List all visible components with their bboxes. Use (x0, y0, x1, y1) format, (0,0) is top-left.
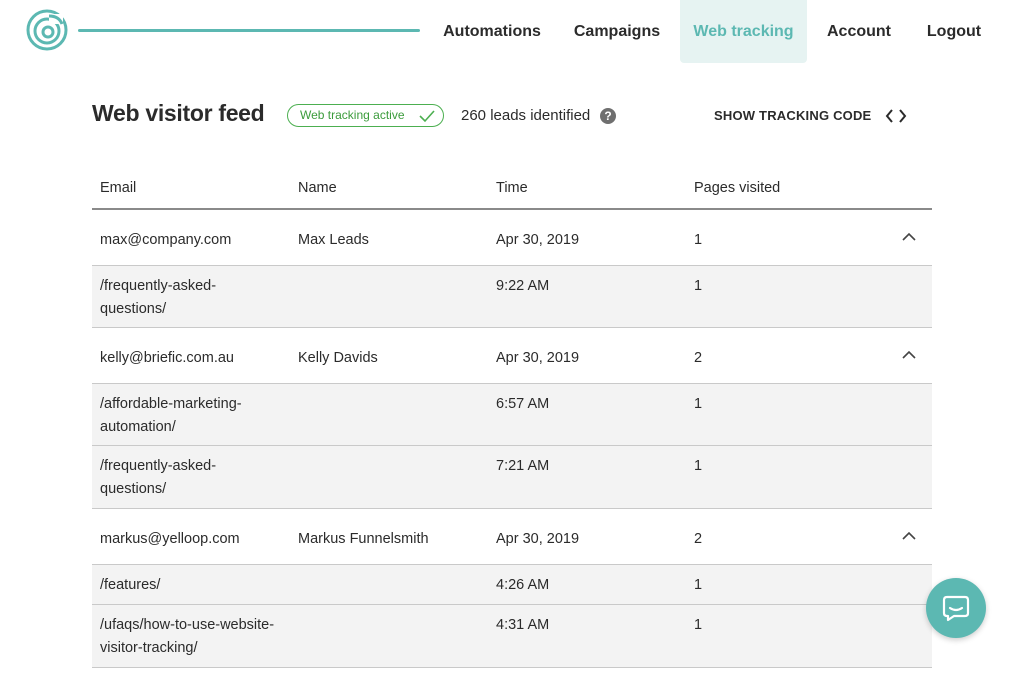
visitor-email: max@company.com (100, 232, 232, 248)
visit-time: 6:57 AM (496, 396, 550, 412)
chevron-up-icon[interactable] (902, 350, 916, 359)
chevron-up-icon[interactable] (902, 531, 916, 540)
header-accent-line (78, 29, 420, 32)
visit-date: Apr 30, 2019 (496, 232, 580, 248)
page-visit-row (92, 446, 932, 509)
page-path: /affordable-marketing-automation/ (100, 396, 242, 435)
visitor-row[interactable] (92, 509, 932, 565)
page-visit-row (92, 384, 932, 446)
visit-time: 4:26 AM (496, 577, 550, 593)
show-tracking-code-button[interactable]: SHOW TRACKING CODE (714, 108, 872, 123)
column-header-time: Time (496, 180, 528, 196)
column-header-email: Email (100, 180, 137, 196)
page-visit-count: 1 (694, 396, 703, 412)
status-badge (287, 104, 444, 127)
nav-campaigns[interactable]: Campaigns (573, 23, 661, 40)
check-icon (419, 109, 435, 123)
visit-date: Apr 30, 2019 (496, 531, 580, 547)
code-brackets-icon[interactable] (885, 109, 907, 123)
page-visit-row (92, 266, 932, 328)
visitor-email: kelly@briefic.com.au (100, 350, 234, 366)
table-header (92, 168, 932, 210)
page-visit-count: 1 (694, 458, 703, 474)
page-visit-row (92, 565, 932, 605)
visitor-row[interactable] (92, 328, 932, 384)
visitor-name: Kelly Davids (298, 350, 378, 366)
visit-time: 9:22 AM (496, 278, 550, 294)
visitor-table (92, 168, 932, 668)
pages-visited-count: 2 (694, 531, 703, 547)
pages-visited-count: 2 (694, 350, 703, 366)
column-header-name: Name (298, 180, 337, 196)
visitor-name: Markus Funnelsmith (298, 531, 429, 547)
page-visit-row (92, 605, 932, 668)
page-path: /frequently-asked-questions/ (100, 278, 217, 317)
status-label: Web tracking active (300, 108, 405, 122)
chat-bubble-icon (942, 594, 970, 622)
visitor-name: Max Leads (298, 232, 369, 248)
visitor-email: markus@yelloop.com (100, 531, 240, 547)
nav-account[interactable]: Account (827, 23, 891, 40)
chat-launcher-button[interactable] (926, 578, 986, 638)
nav-automations[interactable]: Automations (443, 23, 541, 40)
help-icon[interactable]: ? (600, 108, 616, 124)
page-path: /features/ (100, 577, 161, 593)
nav-web-tracking[interactable]: Web tracking (680, 0, 807, 63)
page-visit-count: 1 (694, 577, 703, 593)
page-visit-count: 1 (694, 278, 703, 294)
leads-count: 260 leads identified (461, 107, 591, 124)
chevron-up-icon[interactable] (902, 232, 916, 241)
column-header-pages: Pages visited (694, 180, 781, 196)
visit-time: 7:21 AM (496, 458, 550, 474)
visit-date: Apr 30, 2019 (496, 350, 580, 366)
nav-logout[interactable]: Logout (926, 23, 982, 40)
page-visit-count: 1 (694, 617, 703, 633)
pages-visited-count: 1 (694, 232, 703, 248)
visitor-row[interactable] (92, 210, 932, 266)
page-path: /frequently-asked-questions/ (100, 458, 217, 497)
page-path: /ufaqs/how-to-use-website-visitor-tracking/ (100, 617, 275, 656)
page-title: Web visitor feed (92, 100, 265, 126)
logo-spiral-icon[interactable] (25, 8, 69, 52)
visit-time: 4:31 AM (496, 617, 550, 633)
